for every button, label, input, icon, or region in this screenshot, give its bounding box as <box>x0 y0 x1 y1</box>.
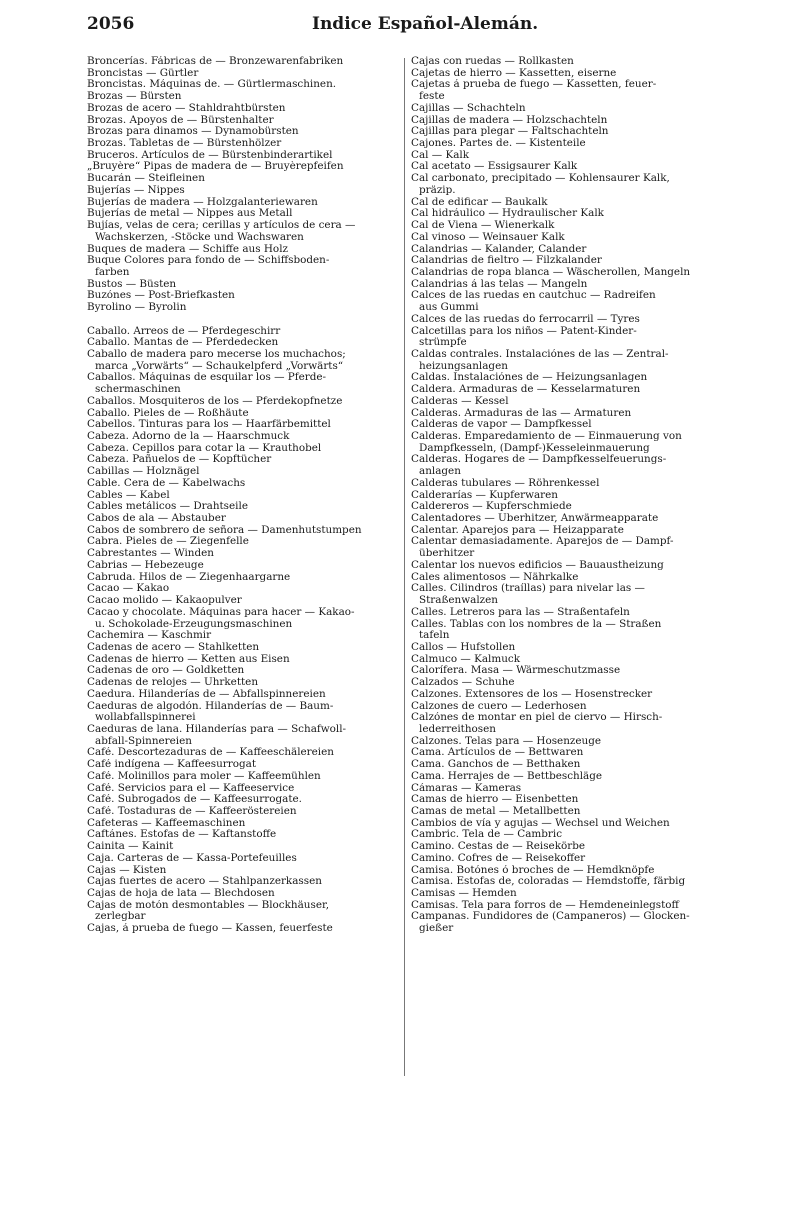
index-entry: Cable. Cera de — Kabelwachs <box>87 477 246 489</box>
index-entry: Calzones de cuero — Lederhosen <box>411 700 587 712</box>
index-entry-continuation: abfall-Spinnereien <box>95 735 192 747</box>
index-entry-continuation: feste <box>419 91 445 103</box>
section-spacer <box>87 314 396 326</box>
index-entry: Calles. Letreros para las — Straßentafeln <box>411 606 630 618</box>
index-entry: Cal acetato — Essigsaurer Kalk <box>411 161 578 173</box>
index-entry-continuation: anlagen <box>419 466 461 478</box>
index-entry: Caldas. Instalaciónes de — Heizungsanlagen <box>411 372 648 384</box>
index-entry: Cafeteras — Kaffeemaschinen <box>87 817 246 829</box>
index-entry: Café. Tostaduras de — Kaffeeröstereien <box>87 806 297 817</box>
index-entry: Café. Subrogados de — Kaffeesurrogate. <box>87 794 302 806</box>
index-entry: Cadenas de acero — Stahlketten <box>87 641 260 653</box>
index-entry: Camisas — Hemden <box>411 888 517 900</box>
index-entry: Cámaras — Kameras <box>411 782 522 794</box>
index-entry: Camino. Cofres de — Reisekoffer <box>411 852 586 864</box>
index-entry: Caedura. Hilanderías de — Abfallspinnereien <box>87 688 326 700</box>
index-entry: Cajones. Partes de. — Kistenteile <box>411 138 586 150</box>
index-entry: Cal hidráulico — Hydraulischer Kalk <box>411 208 604 220</box>
index-entry-continuation: aus Gummi <box>419 302 479 314</box>
index-entry: Cajas de hoja de lata — Blechdosen <box>87 888 275 900</box>
index-entry: Buzónes — Post-Briefkasten <box>87 290 235 302</box>
index-entry: Caballos. Máquinas de esquilar los — Pferde- <box>87 372 327 384</box>
index-entry: Callos — Hufstollen <box>411 641 516 653</box>
index-entry: Cambios de vía y agujas — Wechsel und Weichen <box>411 817 670 829</box>
index-entry: Cadenas de oro — Goldketten <box>87 665 245 677</box>
index-entry: Cables metálicos — Drahtseile <box>87 501 248 513</box>
index-entry-continuation: präzip. <box>419 184 456 196</box>
column-divider <box>404 58 405 1076</box>
index-entry: Caeduras de algodón. Hilanderías de — Baum- <box>87 700 334 712</box>
index-entry: Café indígena — Kaffeesurrogat <box>87 759 256 771</box>
index-entry: Calces de las ruedas do ferrocarril — Tyres <box>411 313 640 325</box>
index-entry: Cajas de motón desmontables — Blockhäuser, <box>87 899 330 911</box>
index-entry-continuation: strümpfe <box>419 337 467 349</box>
index-entry: Caballo. Mantas de — Pferdedecken <box>87 337 279 349</box>
index-entry: Brozas de acero — Stahldrahtbürsten <box>87 102 286 114</box>
index-entry: Bujías, velas de cera; cerillas y artículos de cera — <box>87 220 356 232</box>
index-entry: Cajillas — Schachteln <box>411 102 526 114</box>
index-entry: Cama. Ganchos de — Betthaken <box>411 759 581 771</box>
index-entry: Byrolino — Byrolin <box>87 302 187 314</box>
index-entry: Cabruda. Hilos de — Ziegenhaargarne <box>87 571 291 583</box>
index-entry: Cabellos. Tinturas para los — Haarfärbemittel <box>87 419 331 431</box>
index-entry-continuation: zerlegbar <box>95 911 146 923</box>
index-entry-continuation: schermaschinen <box>95 384 181 396</box>
page-number: 2056 <box>87 14 135 34</box>
right-index-column <box>411 56 722 935</box>
index-entry: Broncistas — Gürtler <box>87 67 199 79</box>
index-entry: Cajillas de madera — Holzschachteln <box>411 114 608 126</box>
index-entry: Cabillas — Holznägel <box>87 466 200 478</box>
index-entry: Calandrias á las telas — Mangeln <box>411 278 588 290</box>
index-entry: Cal carbonato, precipitado — Kohlensaurer Kalk, <box>411 173 670 185</box>
index-entry-continuation: gießer <box>419 923 454 935</box>
index-entry: Cajas con ruedas — Rollkasten <box>411 56 574 67</box>
index-entry: Caldera. Armaduras de — Kesselarmaturen <box>411 384 641 396</box>
index-entry: Calderarías — Kupferwaren <box>411 489 558 501</box>
index-entry: Cajas fuertes de acero — Stahlpanzerkassen <box>87 876 322 888</box>
index-entry: Calces de las ruedas en cautchuc — Radreifen <box>411 290 656 302</box>
index-entry: Caballo de madera paro mecerse los muchachos; <box>87 348 346 360</box>
index-entry: Calzones. Telas para — Hosenzeuge <box>411 735 602 747</box>
index-entry: Campanas. Fundidores de (Campaneros) — Glocken- <box>411 911 690 923</box>
index-entry: Calderas tubulares — Röhrenkessel <box>411 477 600 489</box>
page-title: Indice Español-Alemán. <box>312 14 539 34</box>
index-entry: Bustos — Büsten <box>87 278 177 290</box>
index-entry: Cal — Kalk <box>411 149 470 161</box>
index-entry: Calandrias de fieltro — Filzkalander <box>411 255 602 267</box>
index-entry: Cajillas para plegar — Faltschachteln <box>411 126 609 138</box>
index-entry: Camisa. Estofas de, coloradas — Hemdstoffe, färbig <box>411 876 686 888</box>
index-entry: Camisa. Botónes ó broches de — Hemdknöpfe <box>411 864 655 876</box>
index-entry: Camas de metal — Metallbetten <box>411 806 581 817</box>
index-entry-continuation: Dampfkesseln, (Dampf-)Kesseleinmauerung <box>419 442 650 454</box>
index-entry: Calcetillas para los niños — Patent-Kinder- <box>411 325 637 337</box>
index-entry: Cajetas de hierro — Kassetten, eiserne <box>411 67 617 79</box>
index-entry: Caballos. Mosquiteros de los — Pferdekopfnetze <box>87 395 343 407</box>
index-entry: Cajetas á prueba de fuego — Kassetten, feuer- <box>411 79 657 91</box>
index-entry-continuation: tafeln <box>419 630 450 642</box>
index-entry-continuation: überhitzer <box>419 548 475 560</box>
index-entry: Calderas. Hogares de — Dampfkesselfeuerungs- <box>411 454 667 466</box>
index-entry: Brozas. Apoyos de — Bürstenhalter <box>87 114 274 126</box>
left-index-column <box>87 56 396 935</box>
index-entry: Cabra. Pieles de — Ziegenfelle <box>87 536 249 548</box>
index-entry-continuation: lederreithosen <box>419 723 496 735</box>
index-entry: Cabos de ala — Abstauber <box>87 513 226 525</box>
index-entry: Calandrias de ropa blanca — Wäscherollen, Mangeln <box>411 266 691 278</box>
index-entry: Brozas para dinamos — Dynamobürsten <box>87 126 299 138</box>
index-entry: „Bruyère“ Pipas de madera de — Bruyèrepfeifen <box>87 161 344 173</box>
index-entry: Cadenas de relojes — Uhrketten <box>87 677 259 689</box>
index-entry: Camino. Cestas de — Reisekörbe <box>411 841 586 853</box>
index-entry: Calmuco — Kalmuck <box>411 653 521 665</box>
index-entry: Calderas. Emparedamiento de — Einmauerung von <box>411 431 682 442</box>
index-entry: Cadenas de hierro — Ketten aus Eisen <box>87 653 290 665</box>
index-entry: Calorífera. Masa — Wärmeschutzmasse <box>411 665 621 677</box>
index-entry: Camas de hierro — Eisenbetten <box>411 794 579 806</box>
index-entry: Cainita — Kainit <box>87 841 174 853</box>
index-entry: Caeduras de lana. Hilanderías para — Schafwoll- <box>87 723 347 735</box>
index-entry-continuation: heizungsanlagen <box>419 360 508 372</box>
index-entry: Cabeza. Adorno de la — Haarschmuck <box>87 431 290 442</box>
index-entry: Cacao molido — Kakaopulver <box>87 595 242 607</box>
index-entry: Calentar demasiadamente. Aparejos de — Dampf- <box>411 536 674 548</box>
index-entry: Cabrias — Hebezeuge <box>87 559 204 571</box>
index-entry: Cabos de sombrero de señora — Damenhutstumpen <box>87 524 362 536</box>
index-entry: Bruceros. Artículos de — Bürstenbinderartikel <box>87 149 333 161</box>
index-entry: Broncistas. Máquinas de. — Gürtlermaschinen. <box>87 79 337 91</box>
index-entry: Cal de Viena — Wienerkalk <box>411 220 555 232</box>
index-entry-continuation: Wachskerzen, -Stöcke und Wachswaren <box>95 231 304 243</box>
index-entry: Bucarán — Steifleinen <box>87 173 205 185</box>
index-entry: Calzados — Schuhe <box>411 677 515 689</box>
index-entry: Cambric. Tela de — Cambric <box>411 829 563 841</box>
index-entry-continuation: marca „Vorwärts“ — Schaukelpferd „Vorwärts“ <box>95 360 344 372</box>
index-entry: Cacao y chocolate. Máquinas para hacer — Kakao- <box>87 606 355 618</box>
index-entry: Calentar los nuevos edificios — Bauaustheizung <box>411 559 664 571</box>
index-entry: Cables — Kabel <box>87 489 170 501</box>
index-entry-continuation: Straßenwalzen <box>419 595 498 607</box>
index-entry: Broncerías. Fábricas de — Bronzewarenfabriken <box>87 56 344 67</box>
index-entry: Bujerías — Nippes <box>87 184 185 196</box>
index-entry: Cajas, á prueba de fuego — Kassen, feuerfeste <box>87 923 333 935</box>
index-entry: Calderas. Armaduras de las — Armaturen <box>411 407 632 419</box>
index-entry: Cachemira — Kaschmir <box>87 630 212 642</box>
index-entry: Calderas — Kessel <box>411 395 509 407</box>
index-entry: Caja. Carteras de — Kassa-Portefeuilles <box>87 852 297 864</box>
index-entry-continuation: farben <box>95 266 130 278</box>
index-entry: Calentadores — Überhitzer, Anwärmeapparate <box>411 513 659 525</box>
index-entry: Caldas contrales. Instalaciónes de las — Zentral- <box>411 348 669 360</box>
index-entry: Cal de edificar — Baukalk <box>411 196 548 208</box>
index-entry: Cabeza. Pañuelos de — Kopftücher <box>87 454 272 466</box>
index-entry: Brozas. Tabletas de — Bürstenhölzer <box>87 138 282 150</box>
index-entry: Cal vinoso — Weinsauer Kalk <box>411 231 565 243</box>
index-entry: Café. Descortezaduras de — Kaffeeschälereien <box>87 747 334 759</box>
index-entry-continuation: wollabfallspinnerei <box>95 712 196 724</box>
index-entry: Calderas de vapor — Dampfkessel <box>411 419 592 431</box>
index-entry: Buque Colores para fondo de — Schiffsboden- <box>87 255 330 267</box>
index-entry: Camisas. Tela para forros de — Hemdeneinlegstoff <box>411 899 679 911</box>
index-entry: Caftánes. Estofas de — Kaftanstoffe <box>87 829 277 841</box>
index-entry: Buques de madera — Schiffe aus Holz <box>87 243 288 255</box>
index-entry-continuation: u. Schokolade-Erzeugungsmaschinen <box>95 618 293 630</box>
index-entry: Cabeza. Cepillos para cotar la — Krauthobel <box>87 442 322 454</box>
index-entry: Cacao — Kakao <box>87 583 170 595</box>
index-entry: Caballo. Arreos de — Pferdegeschirr <box>87 325 281 337</box>
index-entry: Cajas — Kisten <box>87 864 167 876</box>
index-entry: Calandrias — Kalander, Calander <box>411 243 587 255</box>
index-entry: Cales alimentosos — Nährkalke <box>411 571 579 583</box>
index-entry: Calzones. Extensores de los — Hosenstrecker <box>411 688 653 700</box>
index-entry: Bujerías de metal — Nippes aus Metall <box>87 208 293 220</box>
index-entry: Cabrestantes — Winden <box>87 548 214 560</box>
index-entry: Cama. Herrajes de — Bettbeschläge <box>411 770 603 782</box>
index-entry: Calles. Cilindros (traíllas) para nivelar las — <box>411 583 645 595</box>
index-entry: Café. Servicios para el — Kaffeeservice <box>87 782 295 794</box>
index-entry: Calles. Tablas con los nombres de la — Straßen <box>411 618 662 630</box>
index-entry: Cama. Artículos de — Bettwaren <box>411 747 584 759</box>
index-entry: Calentar. Aparejos para — Heizapparate <box>411 524 624 536</box>
index-entry: Caballo. Pieles de — Roßhäute <box>87 407 249 419</box>
index-entry: Calzónes de montar en piel de ciervo — Hirsch- <box>411 712 663 724</box>
index-entry: Café. Molinillos para moler — Kaffeemühlen <box>87 770 321 782</box>
index-entry: Caldereros — Kupferschmiede <box>411 501 572 513</box>
index-entry: Brozas — Bürsten <box>87 91 182 103</box>
index-entry: Bujerías de madera — Holzgalanteriewaren <box>87 196 318 208</box>
